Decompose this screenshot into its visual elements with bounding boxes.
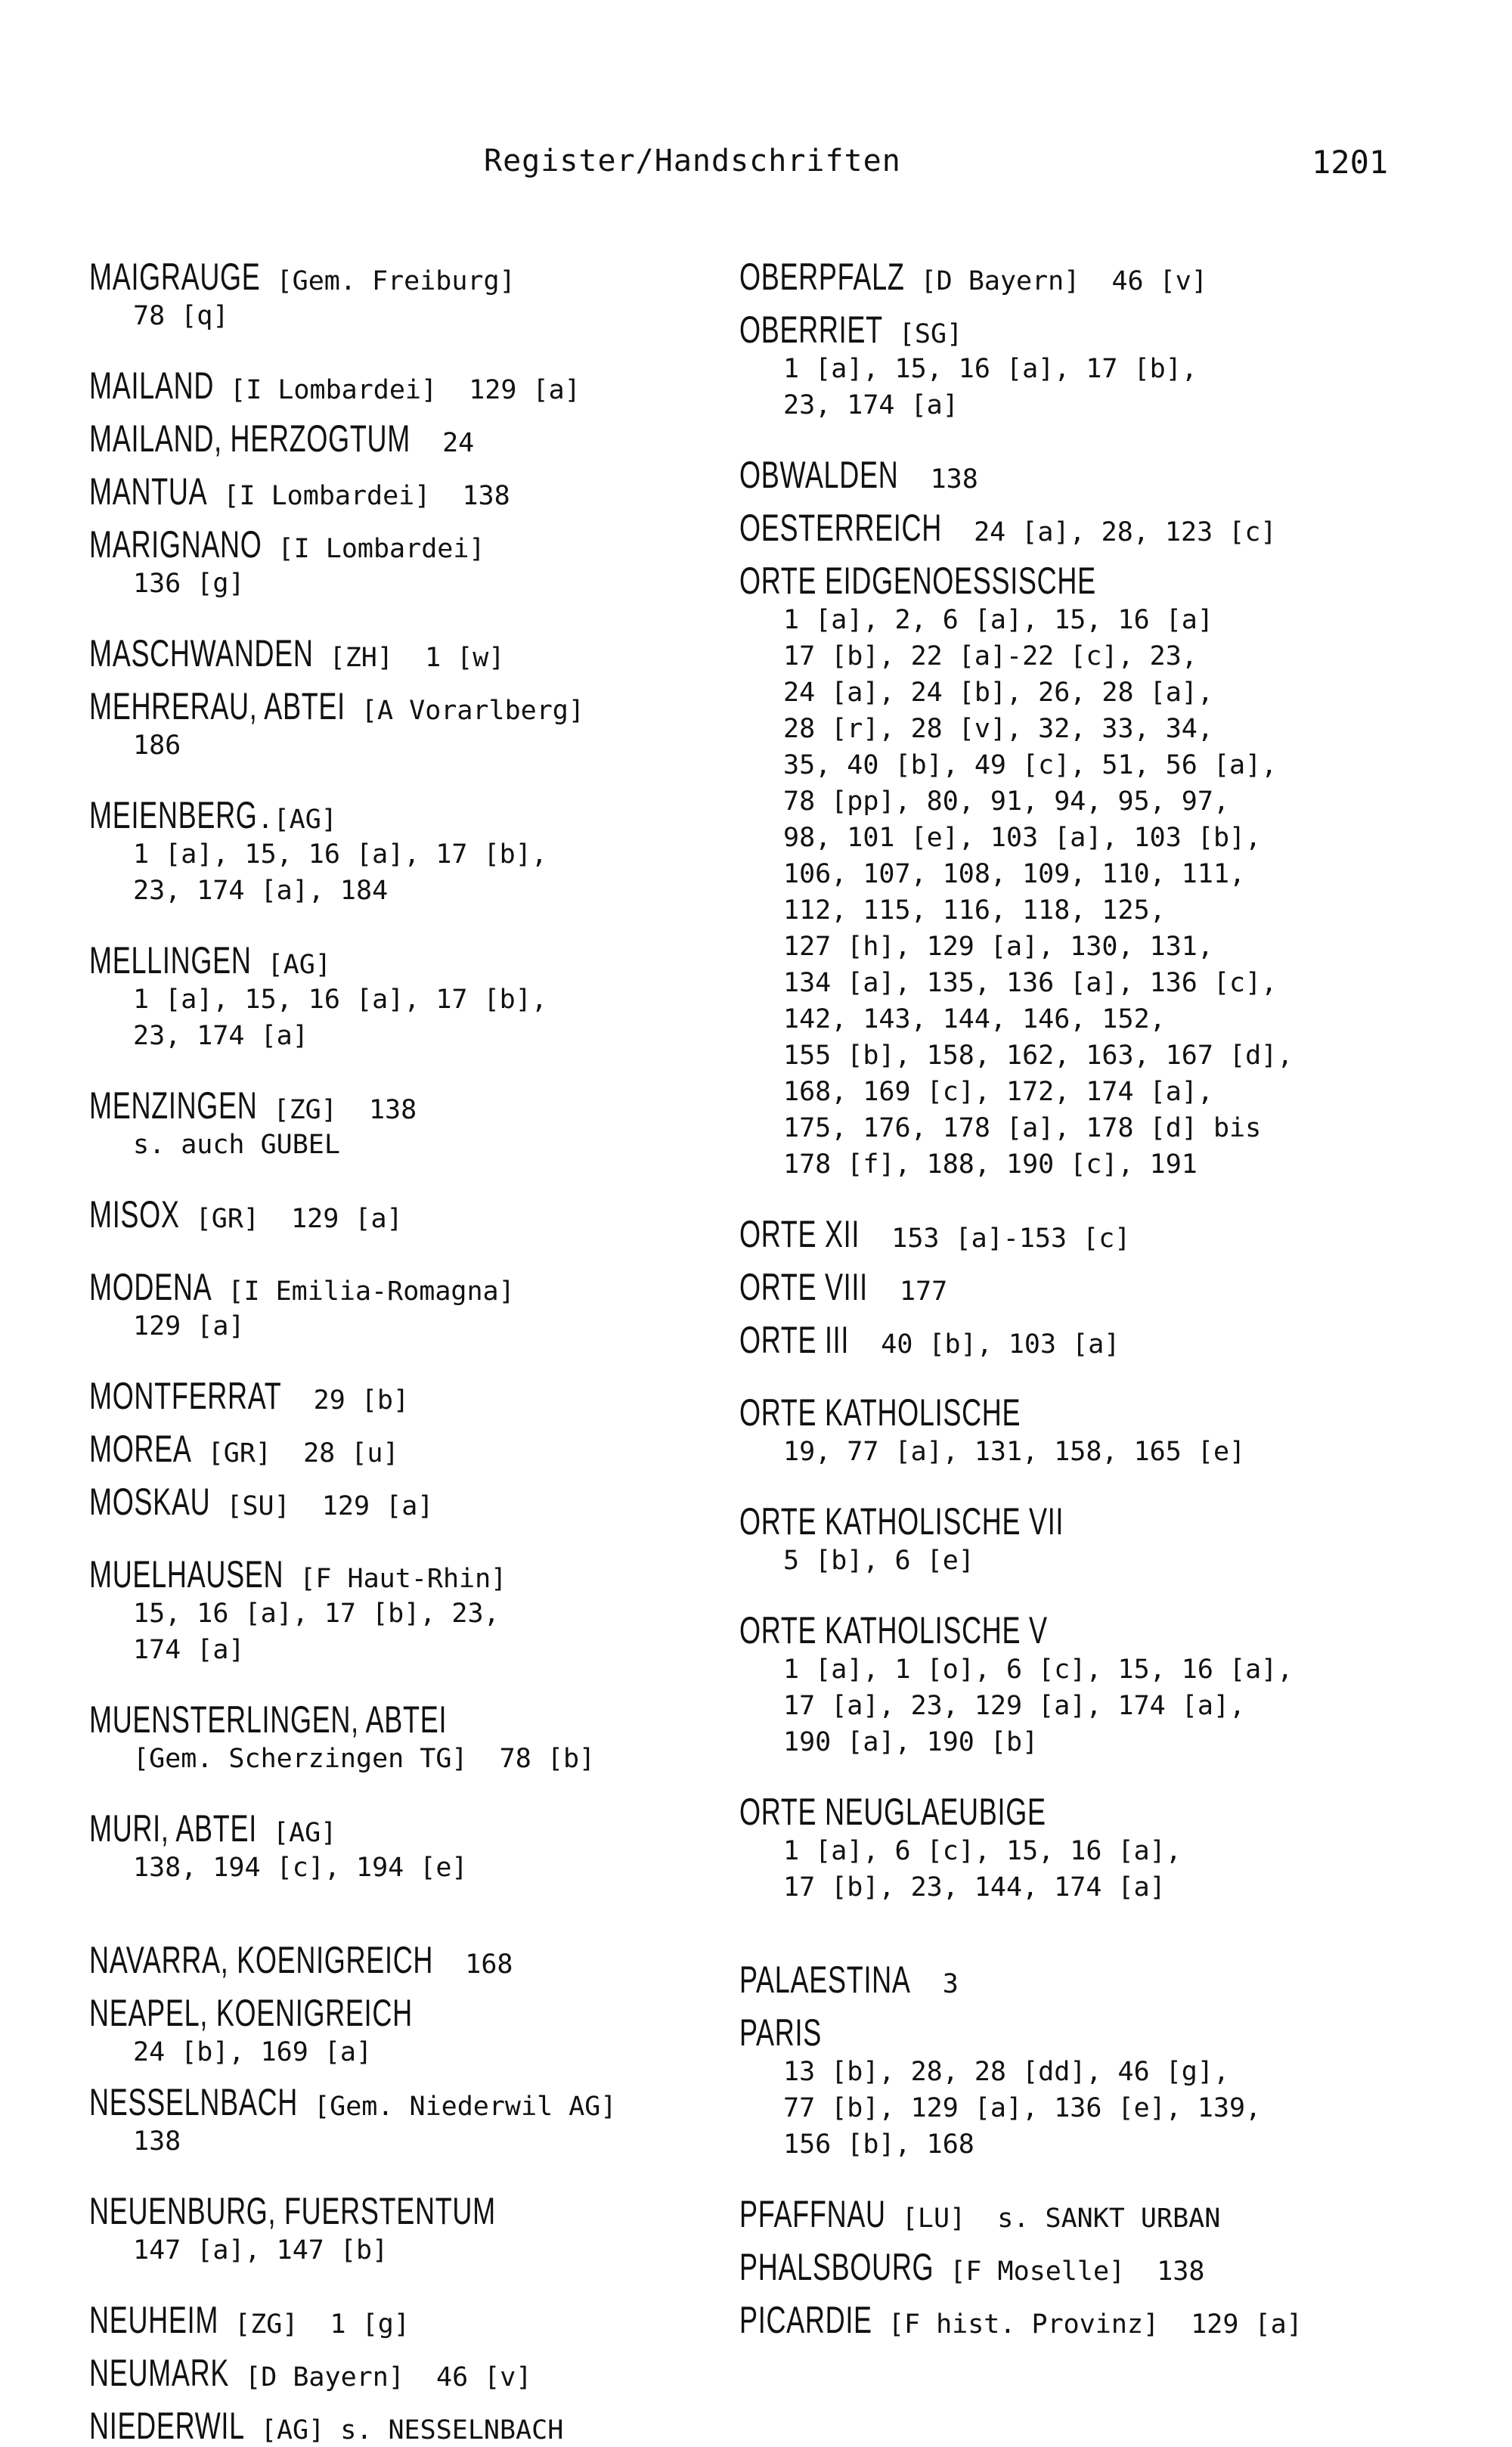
entry-headword-text: OESTERREICH xyxy=(739,507,942,549)
index-entry xyxy=(89,1481,739,1523)
entry-continuation-line: 134 [a], 135, 136 [a], 136 [c], xyxy=(783,968,1278,998)
index-entry xyxy=(89,2352,739,2394)
entry-headword-text: OBERPFALZ xyxy=(739,256,905,298)
entry-headword xyxy=(739,1266,868,1308)
entry-spacer xyxy=(89,1523,739,1553)
entry-continuation-line: 106, 107, 108, 109, 110, 111, xyxy=(783,859,1246,889)
entry-head-line xyxy=(739,1391,1495,1434)
index-entry xyxy=(739,2246,1495,2288)
entry-continuation-line: 138 xyxy=(133,2126,181,2157)
entry-headword-text: OBERRIET xyxy=(739,309,883,351)
entry-reference: 24 [a], 28, 123 [c] xyxy=(941,517,1277,547)
entry-continuation-line: 78 [q] xyxy=(133,301,229,331)
entry-headword xyxy=(89,1939,433,1981)
entry-head-line xyxy=(89,1375,739,1417)
entry-continuation-line: 1 [a], 15, 16 [a], 17 [b], xyxy=(783,354,1198,384)
index-entry xyxy=(89,1807,739,1886)
entry-spacer xyxy=(89,764,739,794)
index-entry xyxy=(739,1266,1495,1308)
entry-headword xyxy=(89,1992,413,2034)
entry-continuation-line: 1 [a], 2, 6 [a], 15, 16 [a] xyxy=(783,605,1213,635)
entry-headword-text: MOREA xyxy=(89,1428,192,1470)
entry-head-line xyxy=(739,309,1495,351)
entry-head-line xyxy=(739,507,1495,549)
entry-continuation-line: 186 xyxy=(133,730,181,761)
entry-headword xyxy=(89,523,262,566)
entry-reference: [D Bayern] 46 [v] xyxy=(904,266,1207,296)
entry-spacer xyxy=(89,2341,739,2352)
entry-reference: [ZH] 1 [w] xyxy=(313,643,505,673)
entry-headword-text: MURI, ABTEI xyxy=(89,1807,257,1850)
index-entry xyxy=(89,470,739,513)
entry-headword xyxy=(89,256,261,298)
entry-head-line xyxy=(89,1553,739,1596)
entry-continuation-line: 174 [a] xyxy=(133,1635,245,1665)
index-entry xyxy=(739,1959,1495,2001)
entry-head-line xyxy=(89,2081,739,2123)
index-entry xyxy=(739,1391,1495,1470)
entry-head-line xyxy=(89,1698,739,1741)
index-entry xyxy=(89,1553,739,1668)
entry-spacer xyxy=(89,1886,739,1939)
page-header xyxy=(0,144,1512,189)
entry-continuation-line: 136 [g] xyxy=(133,569,245,599)
index-entry xyxy=(89,685,739,764)
entry-continuation-line: 1 [a], 6 [c], 15, 16 [a], xyxy=(783,1836,1182,1866)
entry-head-line xyxy=(89,2405,739,2447)
entry-head-line xyxy=(739,1791,1495,1833)
entry-continuation-line: 23, 174 [a], 184 xyxy=(133,876,389,906)
entry-head-line xyxy=(89,470,739,513)
entry-head-line xyxy=(89,1084,739,1127)
entry-spacer xyxy=(739,1183,1495,1213)
index-entry xyxy=(89,256,739,334)
entry-headword-text: ORTE NEUGLAEUBIGE xyxy=(739,1791,1046,1833)
entry-continuation-line: 15, 16 [a], 17 [b], 23, xyxy=(133,1599,500,1629)
entry-head-line xyxy=(89,685,739,727)
entry-head-line xyxy=(739,1266,1495,1308)
entry-head-line xyxy=(89,794,739,836)
index-entry xyxy=(739,309,1495,423)
entry-continuation-line: 19, 77 [a], 131, 158, 165 [e] xyxy=(783,1437,1246,1467)
entry-spacer xyxy=(739,1906,1495,1959)
entry-head-line xyxy=(89,523,739,566)
entry-spacer xyxy=(89,1344,739,1375)
entry-head-line xyxy=(89,1481,739,1523)
index-entry xyxy=(89,1428,739,1470)
index-entry xyxy=(89,1193,739,1236)
entry-headword xyxy=(89,1193,180,1236)
entry-spacer xyxy=(89,909,739,939)
right-column xyxy=(739,256,1495,2341)
entry-continuation-line: 23, 174 [a] xyxy=(133,1021,308,1051)
entry-reference: [ZG] 1 [g] xyxy=(218,2309,410,2340)
index-entry xyxy=(89,2405,739,2447)
entry-spacer xyxy=(89,1236,739,1266)
entry-reference: 138 xyxy=(898,464,978,495)
entry-headword-text: ORTE KATHOLISCHE VII xyxy=(739,1500,1064,1543)
entry-headword-text: MISOX xyxy=(89,1193,180,1236)
entry-continuation-line: 5 [b], 6 [e] xyxy=(783,1546,974,1576)
left-column xyxy=(89,256,739,2447)
entry-headword-text: ORTE XII xyxy=(739,1213,860,1255)
entry-headword xyxy=(89,364,214,407)
index-entry xyxy=(739,1213,1495,1255)
entry-head-line xyxy=(89,939,739,982)
entry-headword xyxy=(89,1375,282,1417)
entry-headword-text: MEIENBERG xyxy=(89,794,258,836)
entry-spacer xyxy=(89,2269,739,2299)
index-entry xyxy=(89,1939,739,1981)
entry-headword xyxy=(739,309,883,351)
entry-headword xyxy=(739,256,905,298)
entry-continuation-line: 1 [a], 15, 16 [a], 17 [b], xyxy=(133,985,547,1015)
entry-reference: [LU] s. SANKT URBAN xyxy=(885,2204,1221,2234)
entry-spacer xyxy=(739,298,1495,309)
index-entry xyxy=(739,256,1495,298)
entry-continuation-line: 17 [b], 22 [a]-22 [c], 23, xyxy=(783,641,1198,671)
entry-headword xyxy=(739,1213,860,1255)
entry-headword-text: NEUHEIM xyxy=(89,2299,219,2341)
entry-headword-text: NESSELNBACH xyxy=(89,2081,299,2123)
entry-continuation-line: 127 [h], 129 [a], 130, 131, xyxy=(783,932,1213,962)
entry-reference: [AG] xyxy=(256,1818,337,1848)
entry-headword xyxy=(89,632,314,675)
entry-reference: 3 xyxy=(910,1969,959,1999)
entry-spacer xyxy=(89,1470,739,1481)
entry-head-line xyxy=(739,1609,1495,1651)
entry-headword xyxy=(739,1959,911,2001)
entry-spacer xyxy=(89,1054,739,1084)
entry-headword-text: MEHRERAU, ABTEI xyxy=(89,685,345,727)
entry-continuation-line: 168, 169 [c], 172, 174 [a], xyxy=(783,1077,1213,1107)
entry-reference: [ZG] 138 xyxy=(257,1095,417,1125)
entry-headword xyxy=(739,507,942,549)
entry-continuation-line: 28 [r], 28 [v], 32, 33, 34, xyxy=(783,714,1213,744)
entry-spacer xyxy=(739,1361,1495,1391)
entry-headword-text: MAIGRAUGE xyxy=(89,256,261,298)
entry-head-line xyxy=(739,2193,1495,2235)
entry-headword-text: MANTUA xyxy=(89,470,208,513)
entry-headword xyxy=(89,2081,298,2123)
entry-head-line xyxy=(739,1500,1495,1543)
entry-reference: [I Lombardei] 138 xyxy=(207,481,510,511)
entry-spacer xyxy=(89,1163,739,1193)
entry-head-line xyxy=(89,1992,739,2034)
entry-reference: [A Vorarlberg] xyxy=(345,696,584,726)
entry-spacer xyxy=(739,423,1495,454)
entry-headword xyxy=(739,2011,822,2054)
entry-spacer xyxy=(739,2235,1495,2246)
entry-continuation-line: 142, 143, 144, 146, 152, xyxy=(783,1004,1166,1034)
entry-spacer xyxy=(89,2160,739,2190)
entry-headword-text: MELLINGEN xyxy=(89,939,252,982)
entry-headword xyxy=(89,1807,257,1850)
entry-reference: .[AG] xyxy=(257,805,337,835)
entry-spacer xyxy=(89,1981,739,1992)
entry-continuation-line: 112, 115, 116, 118, 125, xyxy=(783,895,1166,926)
entry-headword xyxy=(89,417,411,460)
entry-head-line xyxy=(89,1193,739,1236)
entry-spacer xyxy=(739,1470,1495,1500)
entry-reference: 177 xyxy=(867,1276,948,1307)
index-entry xyxy=(89,1992,739,2070)
entry-headword-text: ORTE KATHOLISCHE V xyxy=(739,1609,1048,1651)
entry-continuation-line: 13 [b], 28, 28 [dd], 46 [g], xyxy=(783,2057,1230,2087)
entry-reference: [F Moselle] 138 xyxy=(934,2256,1205,2287)
entry-headword-text: OBWALDEN xyxy=(739,454,899,496)
index-entry xyxy=(89,2081,739,2160)
entry-reference: [AG] xyxy=(251,950,331,980)
entry-continuation-line: 190 [a], 190 [b] xyxy=(783,1727,1039,1757)
entry-head-line xyxy=(89,2190,739,2232)
entry-spacer xyxy=(739,2001,1495,2011)
entry-spacer xyxy=(89,1777,739,1807)
entry-headword-text: PHALSBOURG xyxy=(739,2246,934,2288)
entry-reference: [D Bayern] 46 [v] xyxy=(229,2362,532,2393)
entry-continuation-line: 147 [a], 147 [b] xyxy=(133,2235,389,2266)
entry-spacer xyxy=(739,549,1495,560)
entry-head-line xyxy=(89,1266,739,1308)
index-entry xyxy=(89,417,739,460)
entry-spacer xyxy=(89,2070,739,2081)
entry-continuation-line: 129 [a] xyxy=(133,1311,245,1341)
entry-spacer xyxy=(739,1308,1495,1319)
entry-reference: [SU] 129 [a] xyxy=(210,1491,434,1521)
entry-headword xyxy=(739,2299,872,2341)
entry-headword-text: ORTE KATHOLISCHE xyxy=(739,1391,1021,1434)
entry-spacer xyxy=(739,1579,1495,1609)
entry-continuation-line: 23, 174 [a] xyxy=(783,390,959,420)
entry-headword-text: PFAFFNAU xyxy=(739,2193,886,2235)
entry-continuation-line: 77 [b], 129 [a], 136 [e], 139, xyxy=(783,2093,1262,2123)
entry-spacer xyxy=(89,513,739,523)
index-entry xyxy=(89,632,739,675)
entry-headword-text: ORTE VIII xyxy=(739,1266,868,1308)
entry-headword xyxy=(739,1500,1064,1543)
entry-continuation-line: 175, 176, 178 [a], 178 [d] bis xyxy=(783,1113,1262,1143)
entry-head-line xyxy=(89,2299,739,2341)
entry-head-line xyxy=(739,454,1495,496)
entry-reference: 168 xyxy=(433,1949,513,1980)
entry-head-line xyxy=(739,2299,1495,2341)
entry-spacer xyxy=(89,407,739,417)
entry-headword-text: MENZINGEN xyxy=(89,1084,258,1127)
entry-headword xyxy=(739,560,1096,602)
entry-reference: [I Emilia-Romagna] xyxy=(212,1276,515,1307)
index-entry xyxy=(739,2299,1495,2341)
index-entry xyxy=(739,2193,1495,2235)
entry-reference: [GR] 129 [a] xyxy=(179,1204,403,1234)
entry-headword xyxy=(739,2246,934,2288)
page-number: 1201 xyxy=(1312,144,1389,181)
index-entry xyxy=(739,507,1495,549)
entry-head-line xyxy=(89,632,739,675)
entry-continuation-line: [Gem. Scherzingen TG] 78 [b] xyxy=(133,1744,596,1774)
entry-headword-text: MONTFERRAT xyxy=(89,1375,282,1417)
index-entry xyxy=(739,560,1495,1183)
entry-continuation-line: 178 [f], 188, 190 [c], 191 xyxy=(783,1149,1198,1180)
entry-reference: [SG] xyxy=(882,319,963,349)
entry-head-line xyxy=(739,560,1495,602)
index-entry xyxy=(89,1698,739,1777)
entry-reference: [AG] s. NESSELNBACH xyxy=(244,2415,564,2445)
index-entry xyxy=(739,1500,1495,1579)
entry-headword xyxy=(89,1553,284,1596)
entry-headword xyxy=(739,1791,1046,1833)
index-entry xyxy=(89,939,739,1054)
entry-headword-text: PICARDIE xyxy=(739,2299,872,2341)
entry-headword xyxy=(89,794,258,836)
entry-head-line xyxy=(89,417,739,460)
entry-reference: 153 [a]-153 [c] xyxy=(860,1224,1131,1254)
entry-headword xyxy=(89,1266,212,1308)
entry-spacer xyxy=(89,2394,739,2405)
entry-headword-text: ORTE EIDGENOESSISCHE xyxy=(739,560,1096,602)
entry-head-line xyxy=(739,1319,1495,1361)
entry-continuation-line: 155 [b], 158, 162, 163, 167 [d], xyxy=(783,1041,1294,1071)
index-entry xyxy=(739,454,1495,496)
entry-head-line xyxy=(89,1807,739,1850)
entry-headword-text: MASCHWANDEN xyxy=(89,632,314,675)
entry-headword-text: MODENA xyxy=(89,1266,212,1308)
entry-headword xyxy=(89,2405,245,2447)
index-entry xyxy=(739,1791,1495,1906)
entry-continuation-line: 1 [a], 1 [o], 6 [c], 15, 16 [a], xyxy=(783,1655,1294,1685)
entry-continuation-line: s. auch GUBEL xyxy=(133,1130,340,1160)
entry-spacer xyxy=(739,2163,1495,2193)
entry-headword xyxy=(739,2193,886,2235)
entry-reference: [F hist. Provinz] 129 [a] xyxy=(872,2309,1303,2340)
entry-reference: [I Lombardei] xyxy=(262,534,485,564)
entry-headword-text: NEUENBURG, FUERSTENTUM xyxy=(89,2190,496,2232)
entry-spacer xyxy=(739,496,1495,507)
entry-head-line xyxy=(739,256,1495,298)
entry-spacer xyxy=(89,334,739,364)
entry-reference: [F Haut-Rhin] xyxy=(284,1564,507,1594)
entry-reference: 40 [b], 103 [a] xyxy=(849,1329,1120,1360)
entry-continuation-line: 35, 40 [b], 49 [c], 51, 56 [a], xyxy=(783,750,1278,780)
entry-spacer xyxy=(89,602,739,632)
entry-headword xyxy=(89,2190,496,2232)
entry-spacer xyxy=(739,2288,1495,2299)
entry-headword xyxy=(89,1481,210,1523)
index-entry xyxy=(89,523,739,602)
entry-headword-text: PALAESTINA xyxy=(739,1959,911,2001)
entry-head-line xyxy=(739,1213,1495,1255)
entry-headword xyxy=(89,939,252,982)
index-entry xyxy=(89,794,739,909)
entry-headword xyxy=(89,1428,192,1470)
entry-continuation-line: 17 [b], 23, 144, 174 [a] xyxy=(783,1872,1166,1903)
entry-head-line xyxy=(739,1959,1495,2001)
index-entry xyxy=(89,2190,739,2269)
entry-headword xyxy=(89,1084,257,1127)
entry-reference: 29 [b] xyxy=(281,1385,410,1416)
entry-spacer xyxy=(89,675,739,685)
entry-head-line xyxy=(739,2011,1495,2054)
entry-continuation-line: 156 [b], 168 xyxy=(783,2129,974,2160)
entry-headword xyxy=(89,1698,447,1741)
entry-reference: [Gem. Freiburg] xyxy=(260,266,516,296)
entry-headword-text: NAVARRA, KOENIGREICH xyxy=(89,1939,434,1981)
entry-headword-text: MUENSTERLINGEN, ABTEI xyxy=(89,1698,448,1741)
index-entry xyxy=(739,2011,1495,2163)
entry-headword-text: NEUMARK xyxy=(89,2352,230,2394)
entry-headword-text: NIEDERWIL xyxy=(89,2405,245,2447)
entry-head-line xyxy=(739,2246,1495,2288)
entry-head-line xyxy=(89,256,739,298)
entry-continuation-line: 78 [pp], 80, 91, 94, 95, 97, xyxy=(783,786,1230,817)
entry-head-line xyxy=(89,2352,739,2394)
entry-headword-text: ORTE III xyxy=(739,1319,850,1361)
entry-headword xyxy=(739,1391,1021,1434)
entry-spacer xyxy=(89,1668,739,1698)
entry-headword xyxy=(739,1319,849,1361)
entry-spacer xyxy=(89,460,739,470)
entry-head-line xyxy=(89,1428,739,1470)
entry-headword xyxy=(89,2299,218,2341)
entry-headword-text: MARIGNANO xyxy=(89,523,262,566)
entry-headword xyxy=(89,685,345,727)
entry-continuation-line: 24 [a], 24 [b], 26, 28 [a], xyxy=(783,678,1213,708)
index-entry xyxy=(89,1375,739,1417)
entry-continuation-line: 24 [b], 169 [a] xyxy=(133,2037,373,2067)
running-title: Register/Handschriften xyxy=(484,144,901,178)
entry-continuation-line: 98, 101 [e], 103 [a], 103 [b], xyxy=(783,823,1262,853)
index-entry xyxy=(89,1266,739,1344)
index-entry xyxy=(739,1319,1495,1361)
entry-spacer xyxy=(739,1255,1495,1266)
index-entry xyxy=(89,364,739,407)
entry-reference: [GR] 28 [u] xyxy=(191,1438,399,1469)
entry-headword xyxy=(739,1609,1048,1651)
entry-continuation-line: 1 [a], 15, 16 [a], 17 [b], xyxy=(133,839,547,870)
index-entry xyxy=(89,2299,739,2341)
entry-head-line xyxy=(89,364,739,407)
entry-headword-text: NEAPEL, KOENIGREICH xyxy=(89,1992,413,2034)
entry-reference: 24 xyxy=(410,428,475,458)
index-entry xyxy=(89,1084,739,1163)
entry-continuation-line: 138, 194 [c], 194 [e] xyxy=(133,1853,468,1883)
entry-spacer xyxy=(739,1760,1495,1791)
entry-headword xyxy=(89,470,207,513)
entry-continuation-line: 17 [a], 23, 129 [a], 174 [a], xyxy=(783,1691,1246,1721)
entry-headword xyxy=(739,454,898,496)
entry-reference: [I Lombardei] 129 [a] xyxy=(214,375,581,405)
entry-reference: [Gem. Niederwil AG] xyxy=(298,2092,617,2122)
entry-headword xyxy=(89,2352,229,2394)
entry-headword-text: MUELHAUSEN xyxy=(89,1553,284,1596)
entry-headword-text: MAILAND, HERZOGTUM xyxy=(89,417,411,460)
entry-headword-text: PARIS xyxy=(739,2011,822,2054)
entry-head-line xyxy=(89,1939,739,1981)
entry-spacer xyxy=(89,1417,739,1428)
index-entry xyxy=(739,1609,1495,1760)
entry-headword-text: MOSKAU xyxy=(89,1481,211,1523)
entry-headword-text: MAILAND xyxy=(89,364,215,407)
